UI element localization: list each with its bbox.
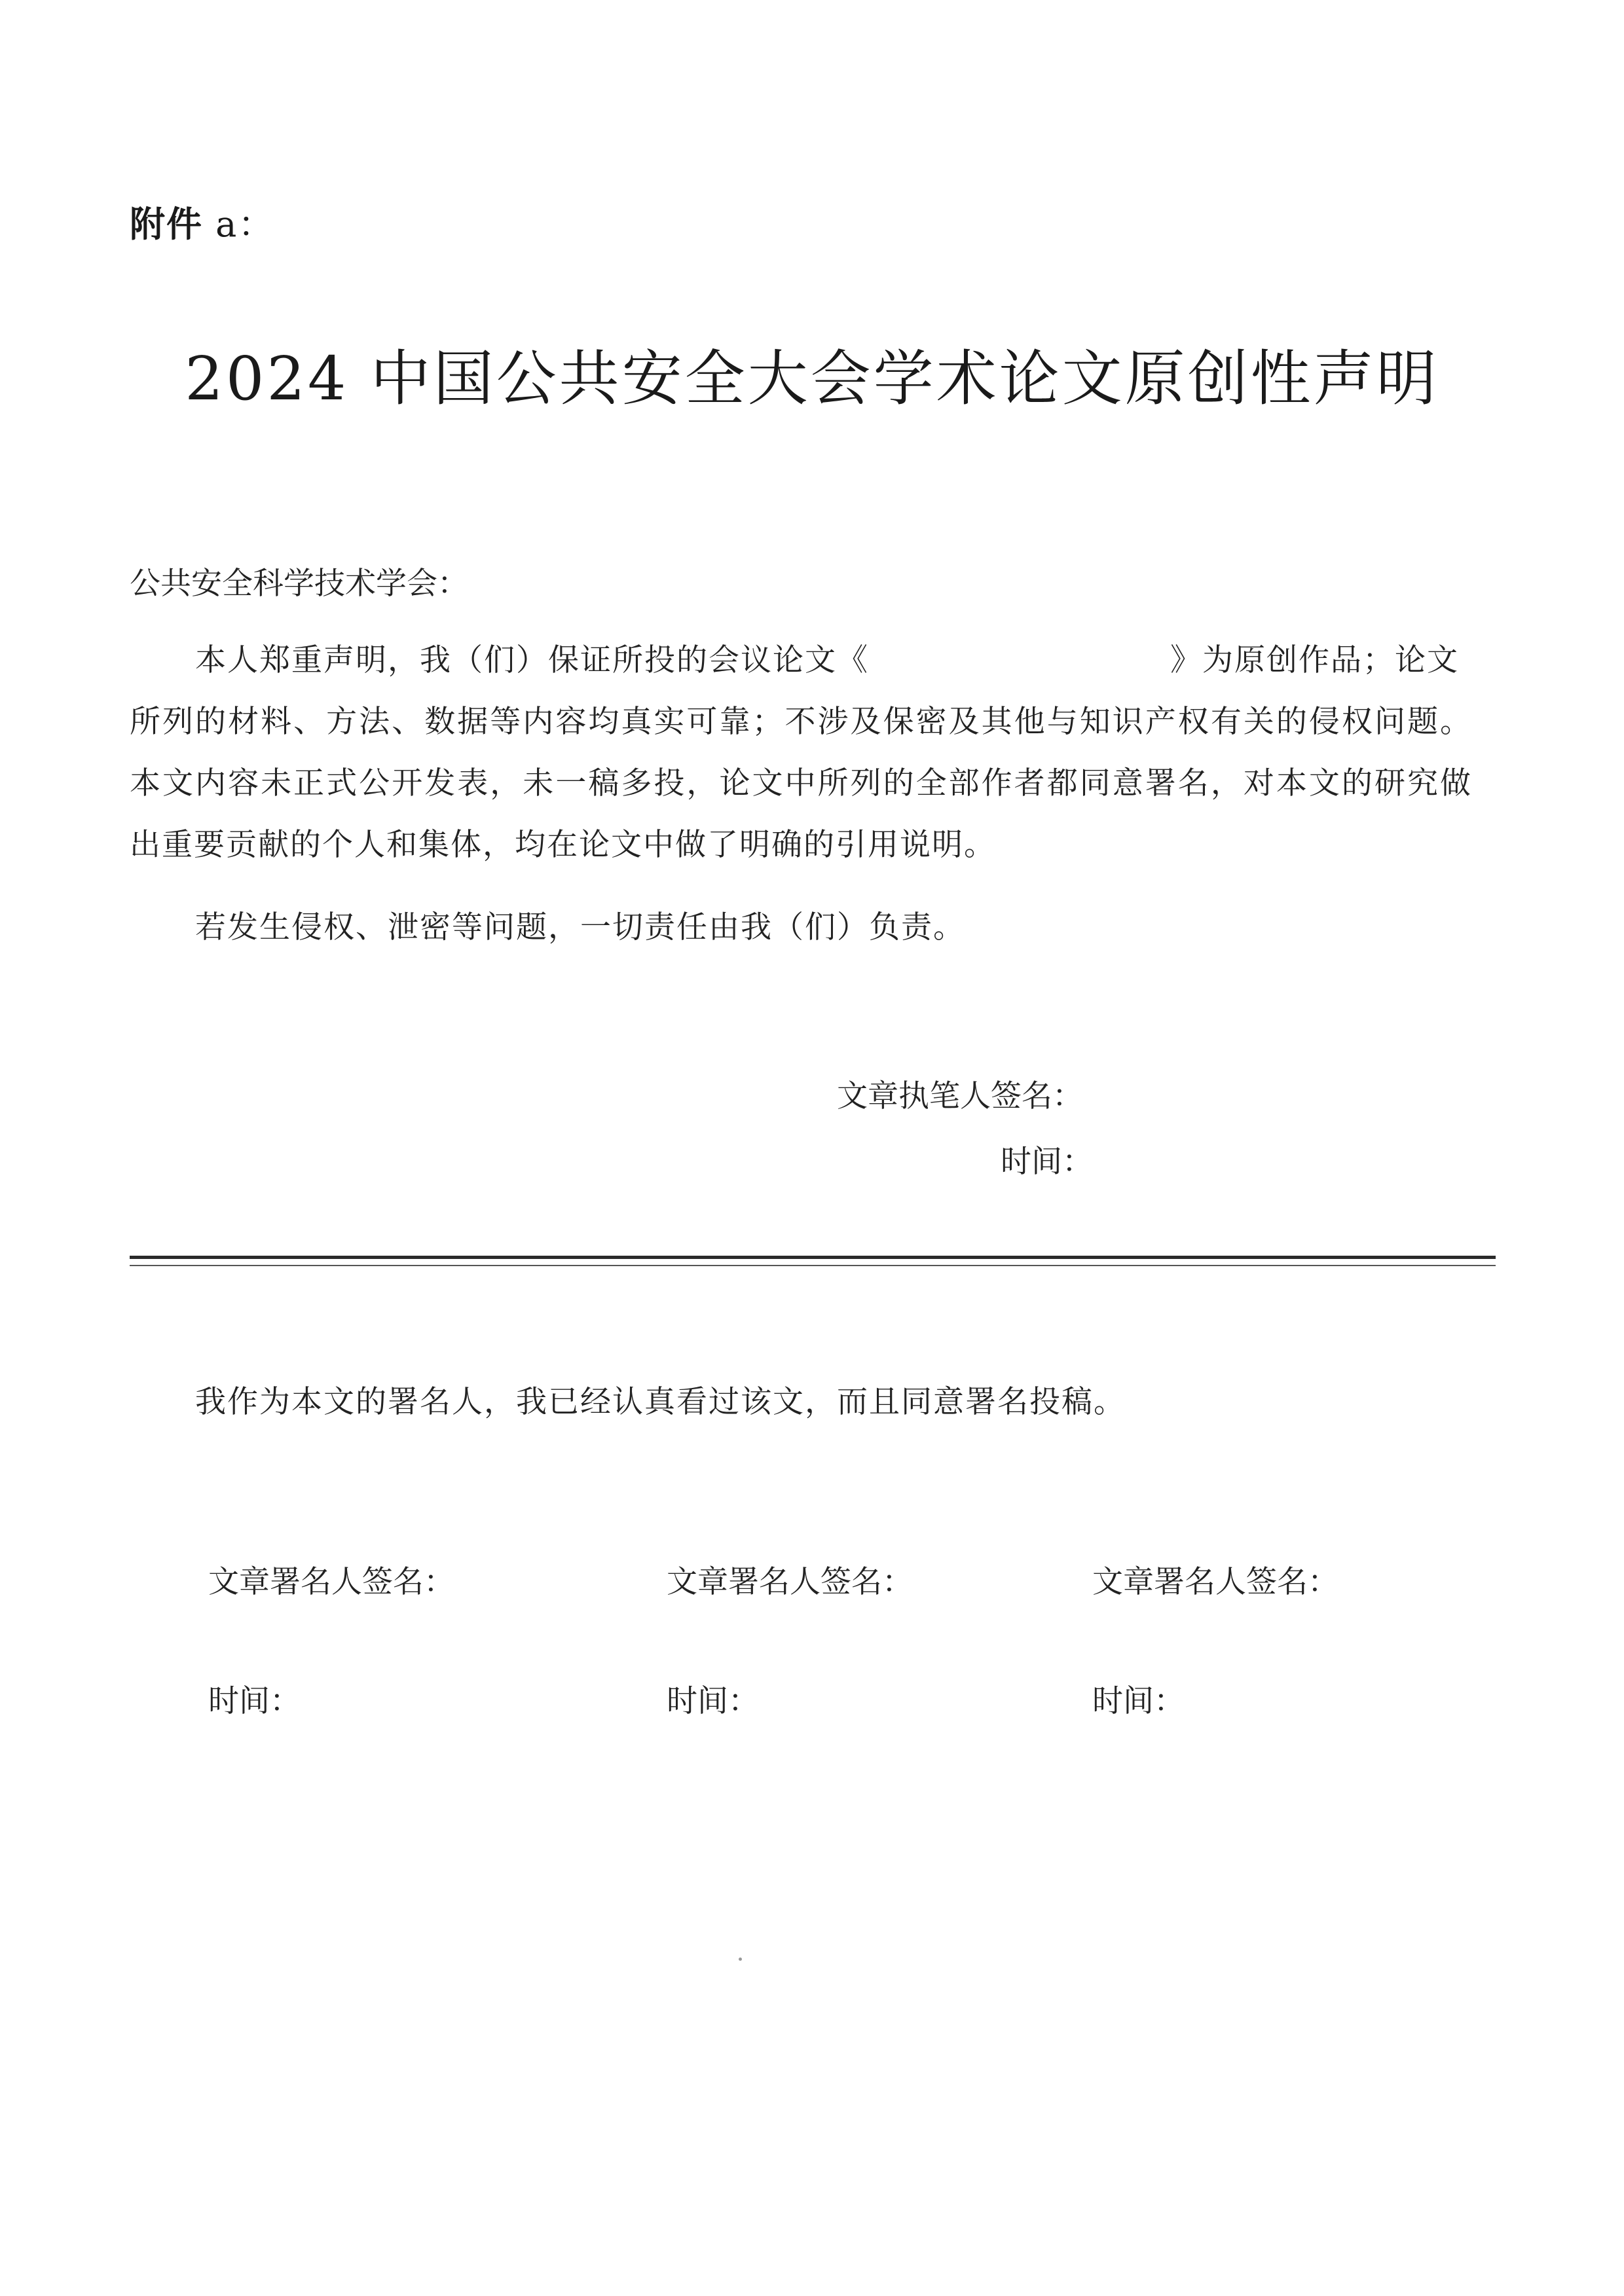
declaration-line1-before: 本人郑重声明，我（们）保证所投的会议论文《 [195,642,869,678]
writer-signature-time-label: 时间： [1001,1144,1093,1180]
section-divider-thick [130,1256,1496,1259]
signatory-1-label: 文章署名人签名： [208,1564,454,1600]
responsibility-statement: 若发生侵权、泄密等问题，一切责任由我（们）负责。 [195,909,965,945]
attachment-label [130,196,274,247]
declaration-first-line [130,630,1472,691]
signatory-3-label: 文章署名人签名： [1092,1564,1338,1600]
signatory-3-time-label: 时间： [1092,1683,1185,1719]
attachment-label-suffix: a： [203,204,275,245]
scan-speck [739,1958,742,1961]
consent-statement: 我作为本文的署名人，我已经认真看过该文，而且同意署名投稿。 [195,1384,1126,1420]
declaration-body: 所列的材料、方法、数据等内容均真实可靠；不涉及保密及其他与知识产权有关的侵权问题。本文内容未正式公开发表，未一稿多投，论文中所列的全部作者都同意署名，对本文的研究做出重要贡献的个人和集体，均在论文中做了明确的引用说明。 [130,704,1472,863]
writer-signature-label: 文章执笔人签名： [837,1078,1083,1114]
addressee: 公共安全科学技术学会： [130,566,468,602]
signatory-1-time-label: 时间： [208,1683,301,1719]
document-title: 2024 中国公共安全大会学术论文原创性声明 [185,344,1439,414]
signatory-2-time-label: 时间： [667,1683,759,1719]
declaration-paragraph [130,630,1472,876]
signatory-2-label: 文章署名人签名： [667,1564,913,1600]
section-divider-thin [130,1265,1496,1266]
declaration-line1-after: 》为原创作品；论文 [1170,642,1459,678]
attachment-label-text: 附件 [130,204,203,245]
